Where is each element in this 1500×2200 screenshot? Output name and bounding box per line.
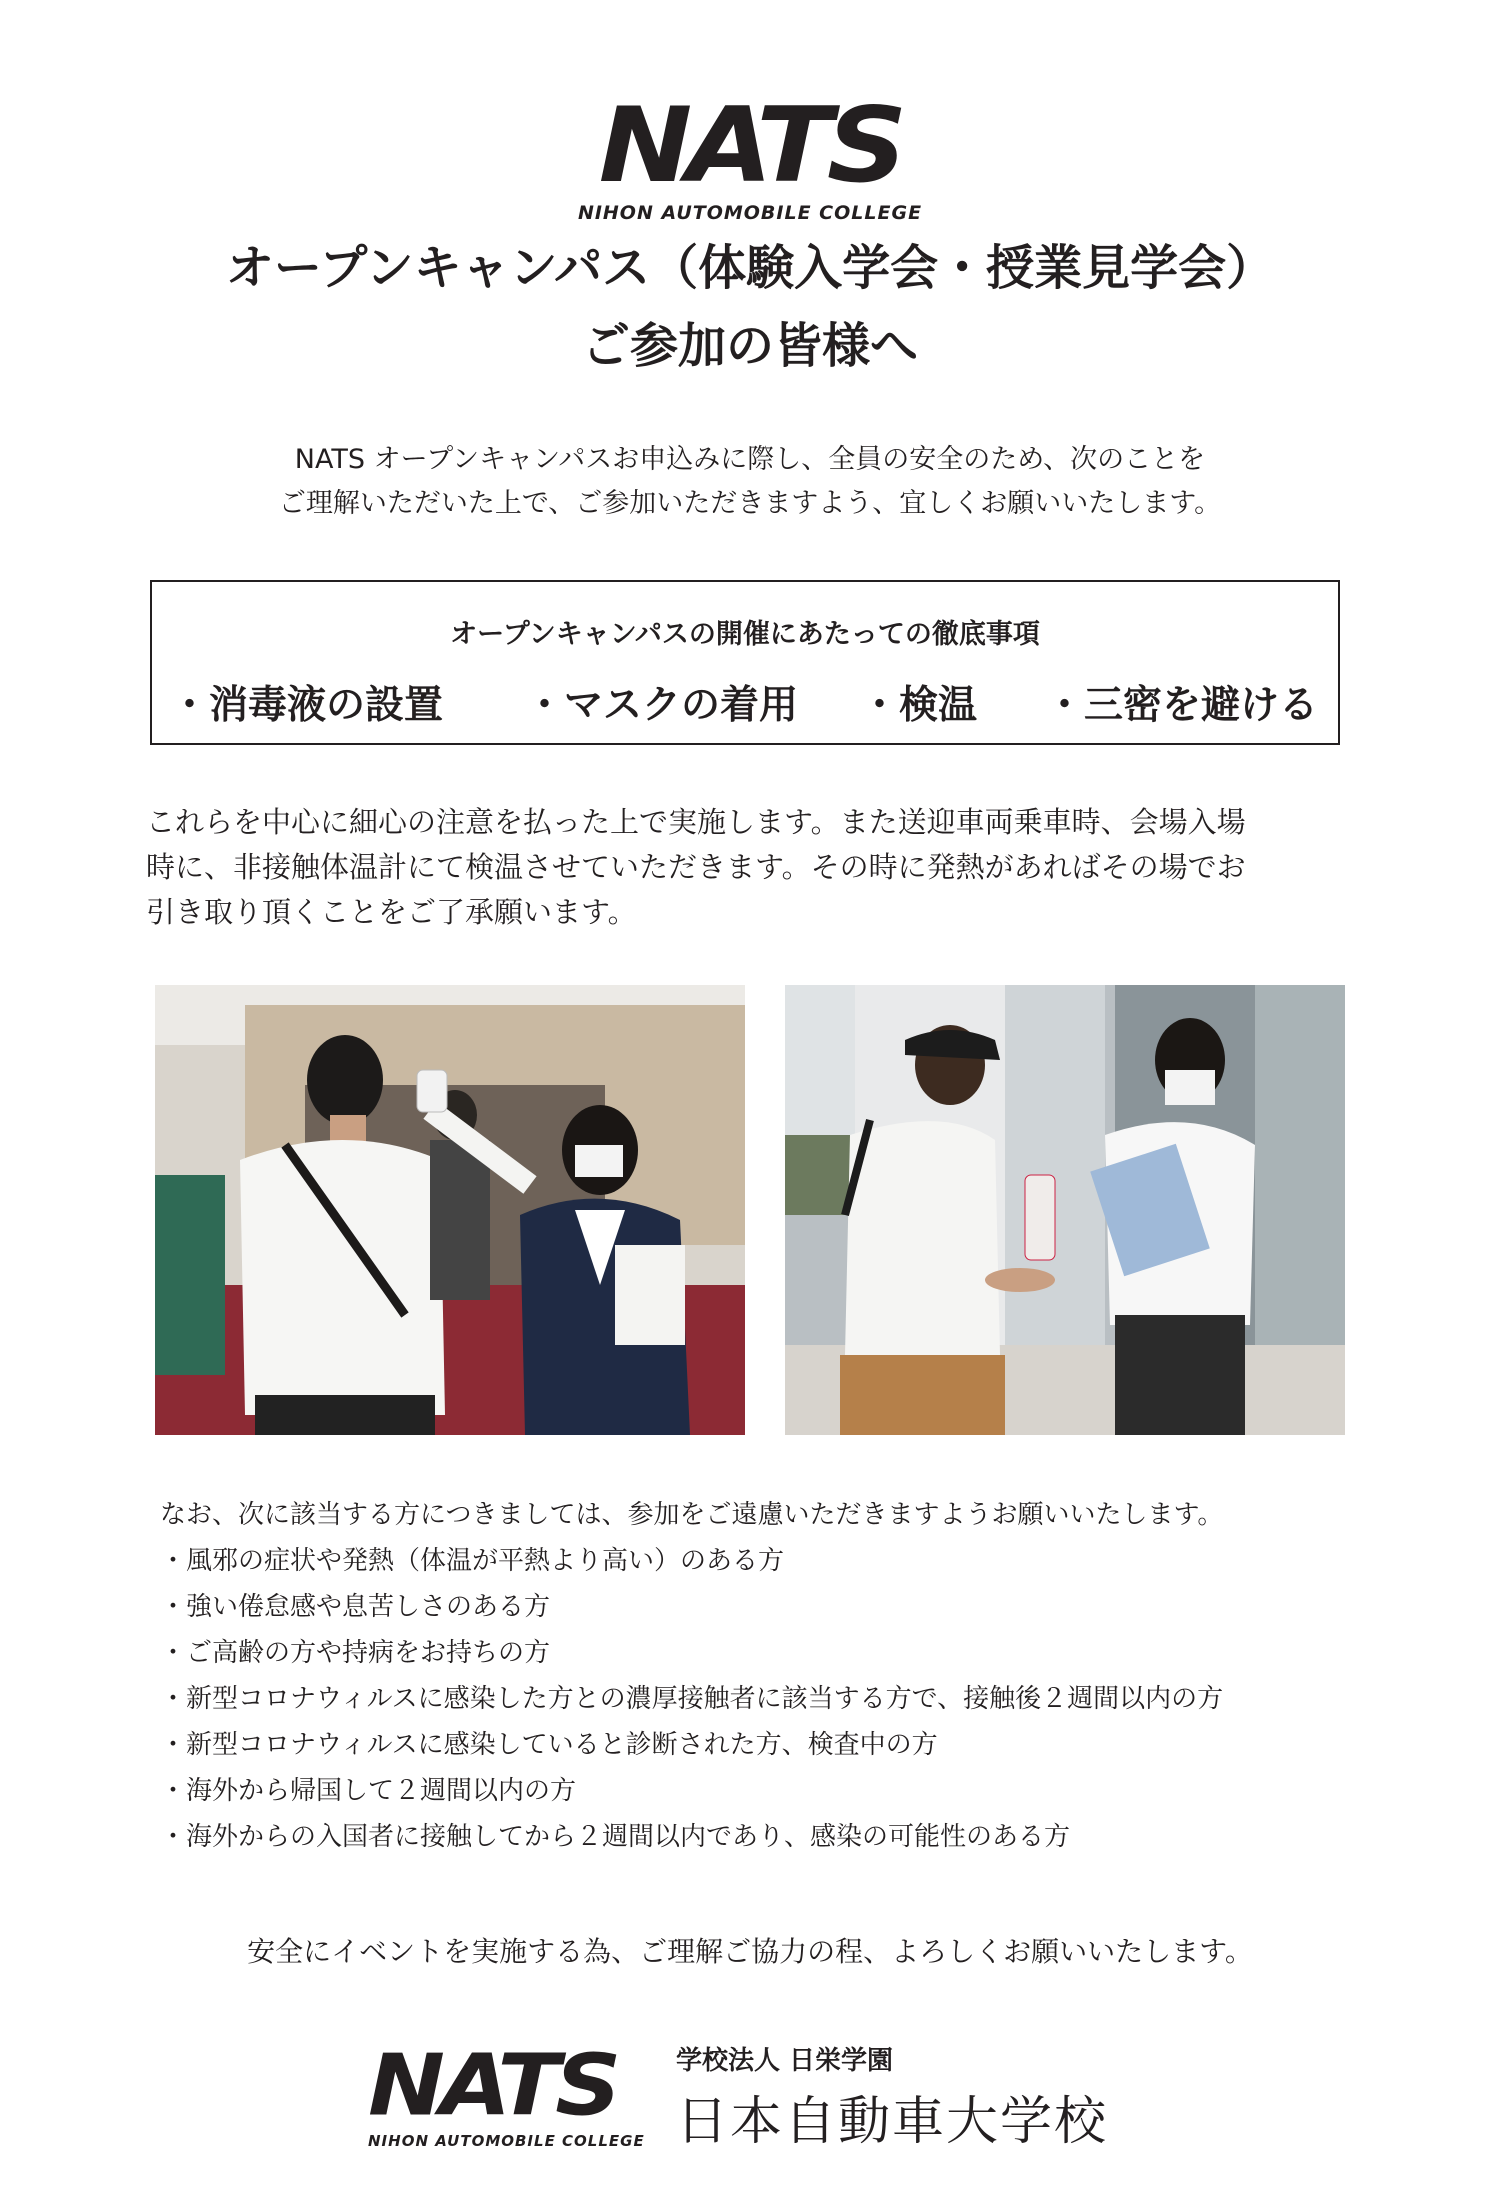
school-title: 日本自動車大学校: [676, 2092, 1109, 2152]
footer-logo-wordmark: NATS: [368, 2036, 617, 2135]
page-title-line2: ご参加の皆様へ: [581, 318, 918, 374]
measure-item: ・消毒液の設置: [170, 683, 444, 728]
notice-lead: なお、次に該当する方につきましては、参加をご遠慮いただきますようお願いいたします。: [160, 1500, 1224, 1530]
logo-wordmark: NATS: [598, 86, 902, 206]
intro-line1: NATS オープンキャンパスお申込みに際し、全員の安全のため、次のことを: [294, 444, 1206, 475]
measure-item: ・マスクの着用: [525, 683, 799, 728]
list-item: ・風邪の症状や発熱（体温が平熱より高い）のある方: [160, 1546, 785, 1576]
closing-message: 安全にイベントを実施する為、ご理解ご協力の程、よろしくお願いいたします。: [247, 1935, 1253, 1968]
footer-logo: [368, 2036, 645, 2150]
school-name: [676, 2040, 1108, 2154]
list-item: ・新型コロナウィルスに感染した方との濃厚接触者に該当する方で、接触後２週間以内の方: [160, 1684, 1224, 1714]
list-item: ・強い倦怠感や息苦しさのある方: [160, 1592, 551, 1622]
top-logo: [0, 86, 1500, 224]
body-paragraph: [146, 800, 1366, 935]
list-item: ・海外から帰国して２週間以内の方: [160, 1776, 577, 1806]
list-item: ・海外からの入国者に接触してから２週間以内であり、感染の可能性のある方: [160, 1822, 1071, 1852]
page-title-line1: オープンキャンパス（体験入学会・授業見学会）: [225, 240, 1275, 296]
paragraph-line: 時に、非接触体温計にて検温させていただきます。その時に発熱があればその場でお: [146, 850, 1246, 884]
footer-logo-subtitle: NIHON AUTOMOBILE COLLEGE: [368, 2132, 645, 2150]
intro-line2: ご理解いただいた上で、ご参加いただきますよう、宜しくお願いいたします。: [278, 488, 1222, 519]
list-item: ・新型コロナウィルスに感染していると診断された方、検査中の方: [160, 1730, 938, 1760]
photo-temperature-check: [155, 985, 745, 1435]
measures-box: [150, 580, 1340, 745]
measures-title: オープンキャンパスの開催にあたっての徹底事項: [450, 619, 1040, 650]
exclusion-list: [160, 1538, 1223, 1860]
photo-hand-sanitizer-image: [785, 985, 1345, 1435]
logo-subtitle: NIHON AUTOMOBILE COLLEGE: [577, 202, 923, 224]
photo-hand-sanitizer: [785, 985, 1345, 1435]
school-corporation: 学校法人 日栄学園: [676, 2046, 894, 2076]
paragraph-line: 引き取り頂くことをご了承願います。: [146, 895, 637, 929]
paragraph-line: これらを中心に細心の注意を払った上で実施します。また送迎車両乗車時、会場入場: [146, 805, 1246, 839]
photo-temperature-check-image: [155, 985, 745, 1435]
measure-item: ・検温: [860, 683, 978, 728]
measures-list: [152, 674, 1338, 728]
measure-item: ・三密を避ける: [1045, 683, 1319, 728]
list-item: ・ご高齢の方や持病をお持ちの方: [160, 1638, 551, 1668]
